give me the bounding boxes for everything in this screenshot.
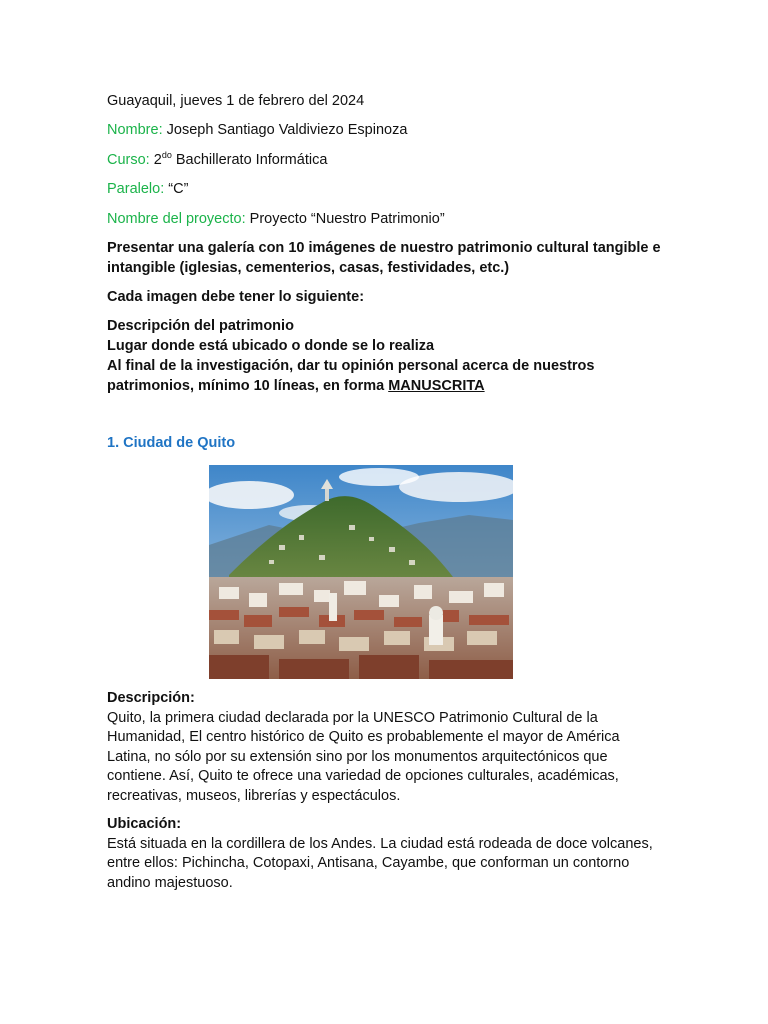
proyecto-label: Nombre del proyecto: bbox=[107, 210, 246, 227]
instructions-requirement: Cada imagen debe tener lo siguiente: bbox=[107, 289, 365, 305]
instruction-item-opinion bbox=[107, 356, 667, 396]
date-line: Guayaquil, jueves 1 de febrero del 2024 bbox=[107, 93, 365, 109]
manuscrita-emphasis: MANUSCRITA bbox=[388, 378, 485, 394]
location-heading: Ubicación: bbox=[107, 816, 182, 832]
instructions-list bbox=[107, 316, 667, 396]
section-content bbox=[107, 689, 667, 893]
nombre-value: Joseph Santiago Valdiviezo Espinoza bbox=[166, 122, 408, 138]
paralelo-label: Paralelo: bbox=[107, 181, 165, 197]
curso-superscript: do bbox=[161, 149, 172, 160]
section-title: 1. Ciudad de Quito bbox=[107, 435, 236, 451]
description-heading: Descripción: bbox=[107, 690, 195, 706]
proyecto-field bbox=[107, 209, 667, 229]
curso-value: Bachillerato Informática bbox=[175, 151, 328, 168]
document-body bbox=[107, 91, 667, 396]
curso-field bbox=[107, 150, 667, 170]
nombre-field bbox=[107, 120, 667, 140]
quito-city-photo bbox=[209, 465, 513, 679]
curso-label: Curso: bbox=[107, 151, 150, 168]
paralelo-value: “C” bbox=[168, 181, 189, 197]
instructions-intro: Presentar una galería con 10 imágenes de nuestro patrimonio cultural tangible e intangible (iglesias, cementerios, casas, festividades, etc.) bbox=[107, 240, 661, 276]
paralelo-field bbox=[107, 179, 667, 199]
nombre-label: Nombre: bbox=[107, 122, 163, 138]
proyecto-value: Proyecto “Nuestro Patrimonio” bbox=[249, 210, 445, 227]
description-text: Quito, la primera ciudad declarada por la UNESCO Patrimonio Cultural de la Humanidad, El centro histórico de Quito es probablemente el mayor de América Latina, no sólo por su extensión sino por los monumentos arquitectónicos que contiene. Así, Quito te ofrece una variedad de opciones culturales, académicas, recreativas, museos, librerías y espectáculos. bbox=[107, 709, 620, 804]
instruction-item-opinion-text: Al final de la investigación, dar tu opinión personal acerca de nuestros patrimonios, mínimo 10 líneas, en forma bbox=[107, 358, 595, 394]
location-text: Está situada en la cordillera de los Andes. La ciudad está rodeada de doce volcanes, entre ellos: Pichincha, Cotopaxi, Antisana, Cayambe, que conforman un contorno andino majestuoso. bbox=[107, 835, 653, 891]
curso-number: 2 bbox=[153, 151, 162, 168]
instruction-item-descripcion: Descripción del patrimonio bbox=[107, 318, 294, 334]
instruction-item-lugar: Lugar donde está ubicado o donde se lo realiza bbox=[107, 338, 435, 354]
